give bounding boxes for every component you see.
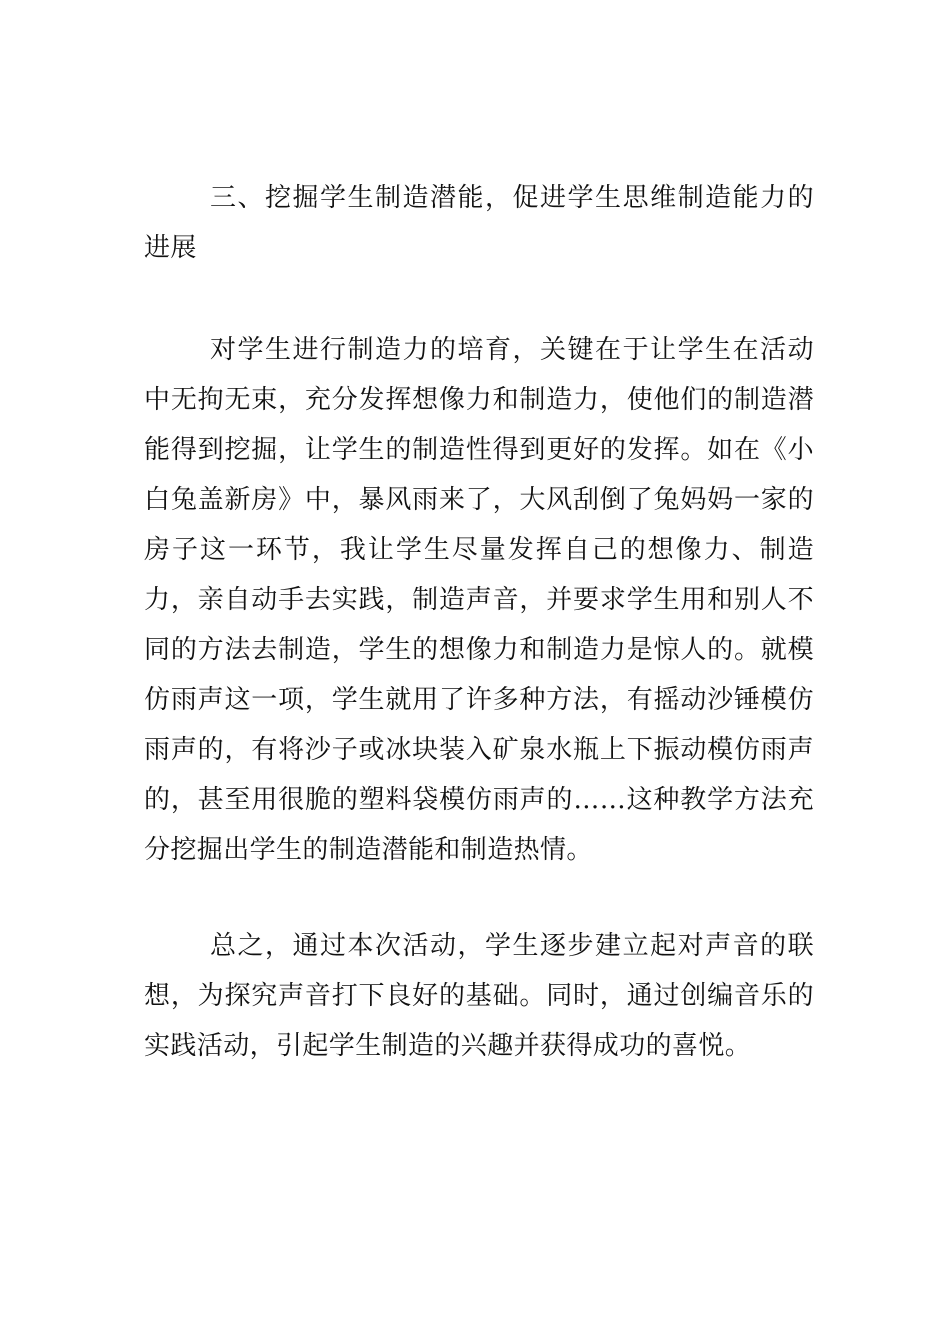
conclusion-paragraph: 总之，通过本次活动，学生逐步建立起对声音的联想，为探究声音打下良好的基础。同时，通过创编音乐的实践活动，引起学生制造的兴趣并获得成功的喜悦。 — [144, 931, 814, 1061]
section-heading: 三、挖掘学生制造潜能，促进学生思维制造能力的进展 — [144, 183, 814, 263]
body-paragraph: 对学生进行制造力的培育，关键在于让学生在活动中无拘无束，充分发挥想像力和制造力，使他们的制造潜能得到挖掘，让学生的制造性得到更好的发挥。如在《小白兔盖新房》中，暴风雨来了，大风刮倒了兔妈妈一家的房子这一环节，我让学生尽量发挥自己的想像力、制造力，亲自动手去实践，制造声音，并要求学生用和别人不同的方法去制造，学生的想像力和制造力是惊人的。就模仿雨声这一项，学生就用了许多种方法，有摇动沙锤模仿雨声的，有将沙子或冰块装入矿泉水瓶上下振动模仿雨声的，甚至用很脆的塑料袋模仿雨声的……这种教学方法充分挖掘出学生的制造潜能和制造热情。 — [144, 335, 814, 865]
